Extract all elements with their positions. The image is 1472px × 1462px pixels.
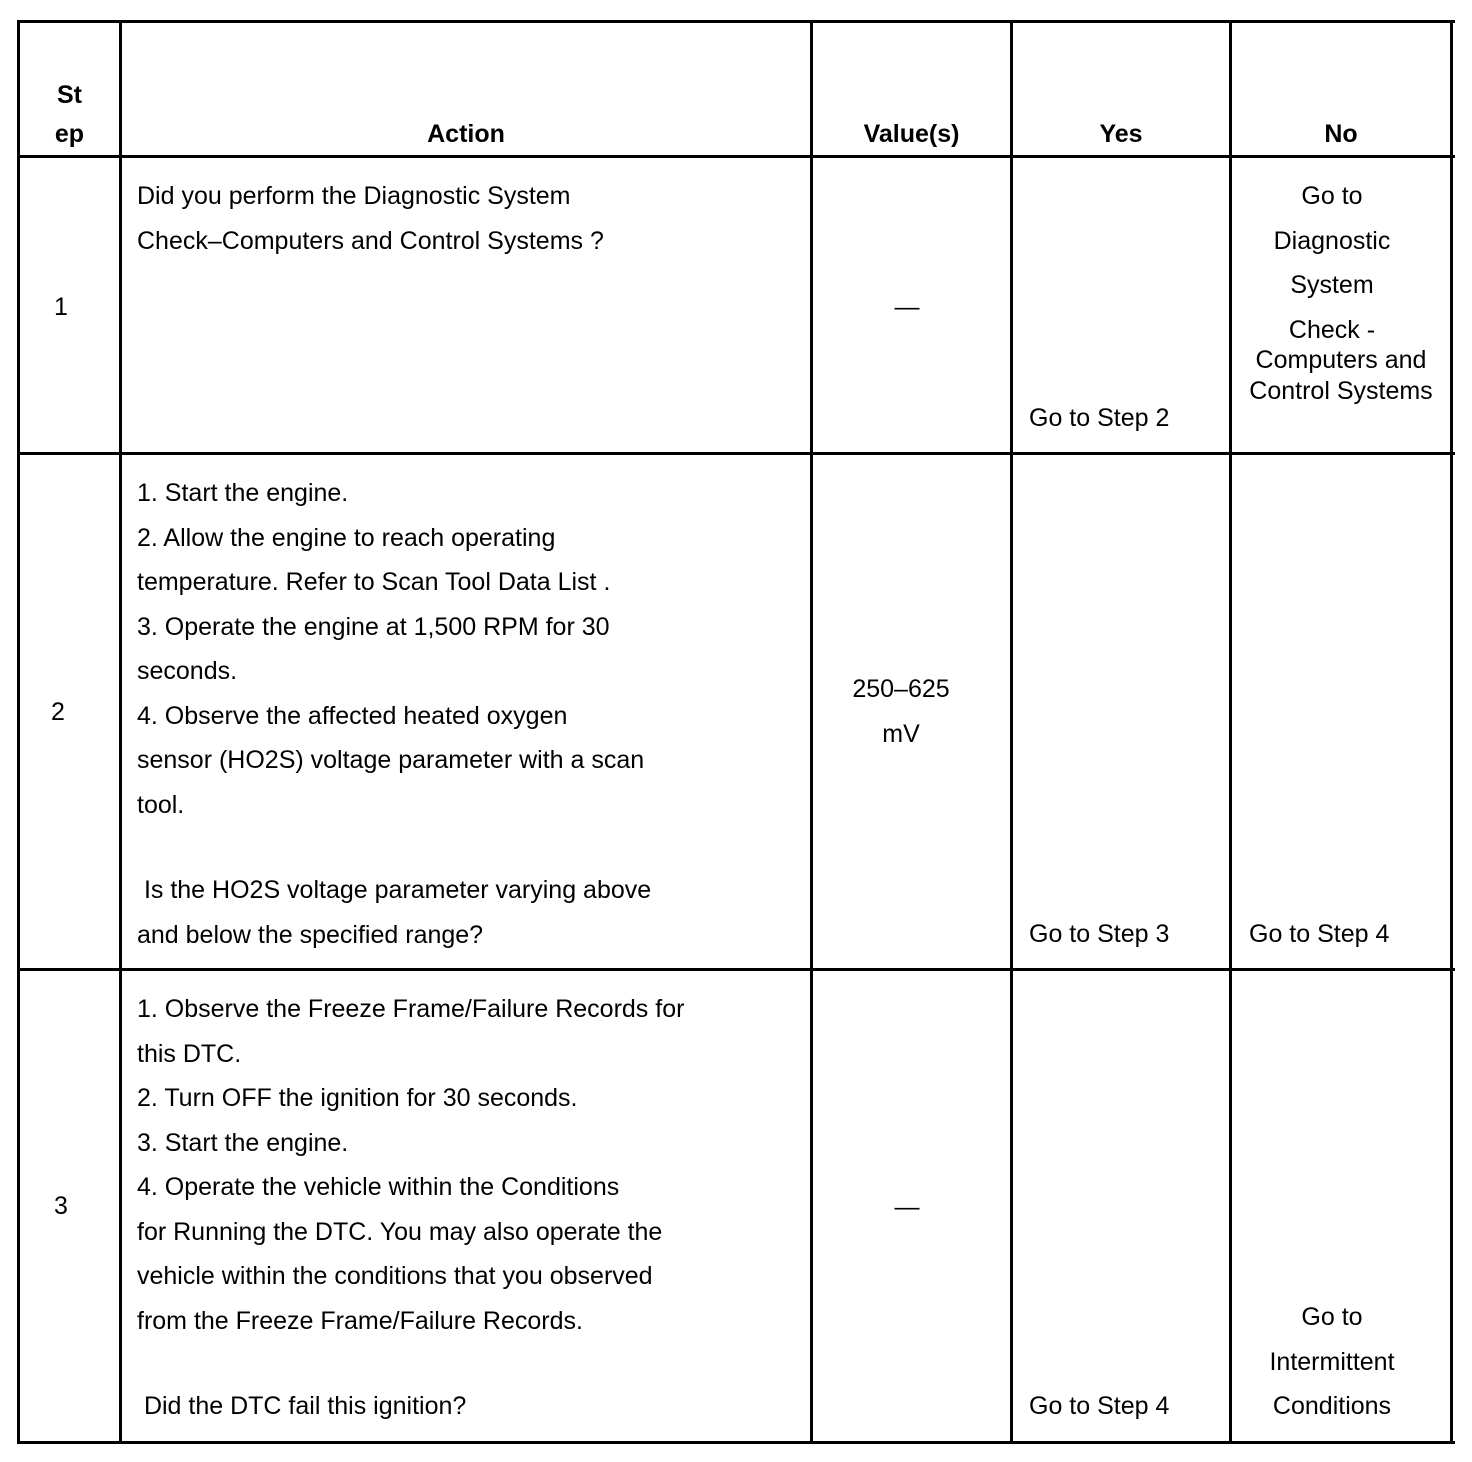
action-line: 1. Start the engine. <box>137 479 349 507</box>
row-separator <box>17 452 1455 455</box>
action-line: 2. Turn OFF the ignition for 30 seconds. <box>137 1084 578 1112</box>
no-line: Go to <box>1301 182 1363 210</box>
action-line: this DTC. <box>137 1039 242 1068</box>
action-line: temperature. Refer to Scan Tool Data List . <box>137 568 611 596</box>
action-line: Check–Computers and Control Systems ? <box>137 226 604 255</box>
action-line: 4. Operate the vehicle within the Conditions <box>137 1173 620 1201</box>
action-line: sensor (HO2S) voltage parameter with a scan <box>137 746 645 774</box>
action-line: Did you perform the Diagnostic System <box>137 182 571 210</box>
header-step-line-2: ep <box>54 120 85 148</box>
header-step-line-1: St <box>57 81 82 109</box>
question-text <box>137 875 651 964</box>
action-line: 1. Observe the Freeze Frame/Failure Records for <box>137 995 685 1023</box>
yes-link[interactable]: Go to Step 2 <box>1029 404 1170 432</box>
value-cell: — <box>894 293 920 321</box>
action-line: 2. Allow the engine to reach operating <box>137 523 556 552</box>
value-line: 250–625 <box>852 675 950 703</box>
action-line: tool. <box>137 790 185 819</box>
question-text: Did the DTC fail this ignition? <box>137 1392 467 1420</box>
question-line: and below the specified range? <box>137 920 484 949</box>
action-line: for Running the DTC. You may also operate the <box>137 1217 663 1246</box>
no-line: Computers and <box>1255 346 1427 374</box>
row-separator <box>17 968 1455 971</box>
no-line: System <box>1290 271 1374 299</box>
column-divider <box>1010 20 1013 1444</box>
action-text <box>137 994 684 1350</box>
no-line: Diagnostic <box>1273 226 1391 255</box>
question-line: Is the HO2S voltage parameter varying above <box>137 876 652 904</box>
table-bottom-border <box>17 1441 1455 1444</box>
action-text <box>137 181 604 270</box>
header-separator <box>17 155 1455 158</box>
no-link[interactable] <box>1232 181 1432 359</box>
no-line: Go to <box>1301 1303 1363 1331</box>
no-line: Control Systems <box>1249 377 1433 405</box>
action-line: seconds. <box>137 657 238 685</box>
no-link[interactable]: Go to Step 4 <box>1249 920 1390 948</box>
action-line: 3. Start the engine. <box>137 1128 349 1157</box>
step-number: 1 <box>54 293 68 321</box>
no-line: Intermittent <box>1269 1347 1395 1376</box>
value-cell: — <box>894 1193 920 1221</box>
header-yes: Yes <box>1099 120 1143 148</box>
action-line: vehicle within the conditions that you observed <box>137 1262 653 1290</box>
value-range <box>813 674 989 764</box>
no-line: Check - <box>1288 315 1376 344</box>
table-right-border <box>1450 20 1453 1444</box>
value-line: mV <box>882 720 920 748</box>
action-line: 3. Operate the engine at 1,500 RPM for 30 <box>137 612 610 641</box>
step-number: 3 <box>54 1192 68 1220</box>
action-text <box>137 478 644 834</box>
yes-link[interactable]: Go to Step 3 <box>1029 920 1170 948</box>
header-action: Action <box>427 120 505 148</box>
yes-link[interactable]: Go to Step 4 <box>1029 1392 1170 1420</box>
header-values: Value(s) <box>863 120 960 148</box>
step-number: 2 <box>51 698 65 726</box>
no-line: Conditions <box>1272 1392 1392 1420</box>
no-link[interactable] <box>1232 1302 1432 1436</box>
column-divider <box>119 20 122 1444</box>
action-line: from the Freeze Frame/Failure Records. <box>137 1306 583 1335</box>
header-no: No <box>1324 120 1358 148</box>
action-line: 4. Observe the affected heated oxygen <box>137 701 568 730</box>
table-top-border <box>17 20 1455 23</box>
no-link-continued[interactable] <box>1232 345 1450 407</box>
table-left-border <box>17 20 20 1444</box>
